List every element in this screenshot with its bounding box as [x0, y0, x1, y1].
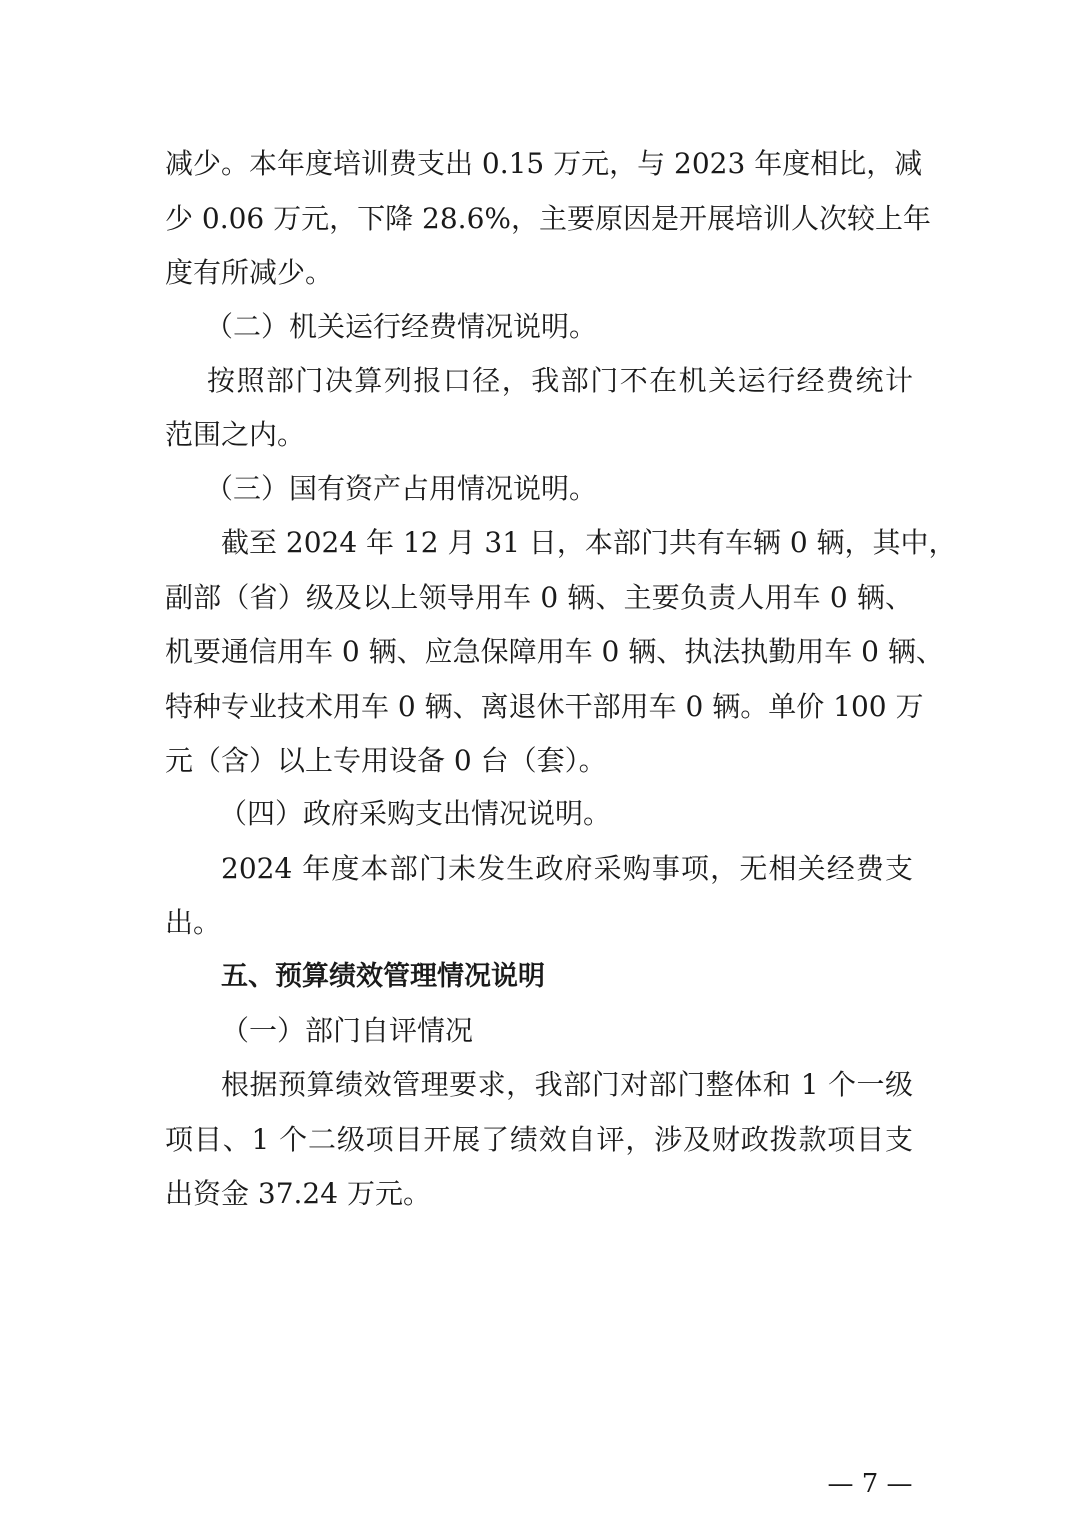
paragraph-line: 特种专业技术用车 0 辆、离退休干部用车 0 辆。单价 100 万	[165, 690, 924, 723]
paragraph-line: 2024 年度本部门未发生政府采购事项，无相关经费支	[221, 852, 913, 885]
paragraph-line: 范围之内。	[165, 418, 306, 451]
subheading-si: （四）政府采购支出情况说明。	[219, 797, 612, 830]
paragraph-line: 度有所减少。	[165, 256, 334, 289]
paragraph-line: 截至 2024 年 12 月 31 日，本部门共有车辆 0 辆，其中，	[221, 526, 957, 559]
paragraph-line: 出。	[165, 906, 222, 939]
paragraph-line: 元（含）以上专用设备 0 台（套）。	[165, 744, 607, 777]
paragraph-line: 副部（省）级及以上领导用车 0 辆、主要负责人用车 0 辆、	[165, 581, 913, 614]
paragraph-line: 按照部门决算列报口径，我部门不在机关运行经费统计	[207, 364, 913, 397]
paragraph-line: 根据预算绩效管理要求，我部门对部门整体和 1 个一级	[221, 1068, 913, 1101]
paragraph-line: 出资金 37.24 万元。	[165, 1177, 431, 1210]
subheading-er: （二）机关运行经费情况说明。	[205, 310, 598, 343]
page-number: — 7 —	[827, 1469, 913, 1499]
subheading-yi: （一）部门自评情况	[221, 1014, 474, 1047]
subheading-san: （三）国有资产占用情况说明。	[205, 472, 598, 505]
paragraph-line: 机要通信用车 0 辆、应急保障用车 0 辆、执法执勤用车 0 辆、	[165, 635, 944, 668]
section-title: 五、预算绩效管理情况说明	[221, 961, 545, 992]
paragraph-line: 少 0.06 万元，下降 28.6%，主要原因是开展培训人次较上年	[165, 202, 931, 235]
paragraph-line: 项目、1 个二级项目开展了绩效自评，涉及财政拨款项目支	[165, 1123, 913, 1156]
paragraph-line: 减少。本年度培训费支出 0.15 万元，与 2023 年度相比，减	[165, 147, 923, 180]
